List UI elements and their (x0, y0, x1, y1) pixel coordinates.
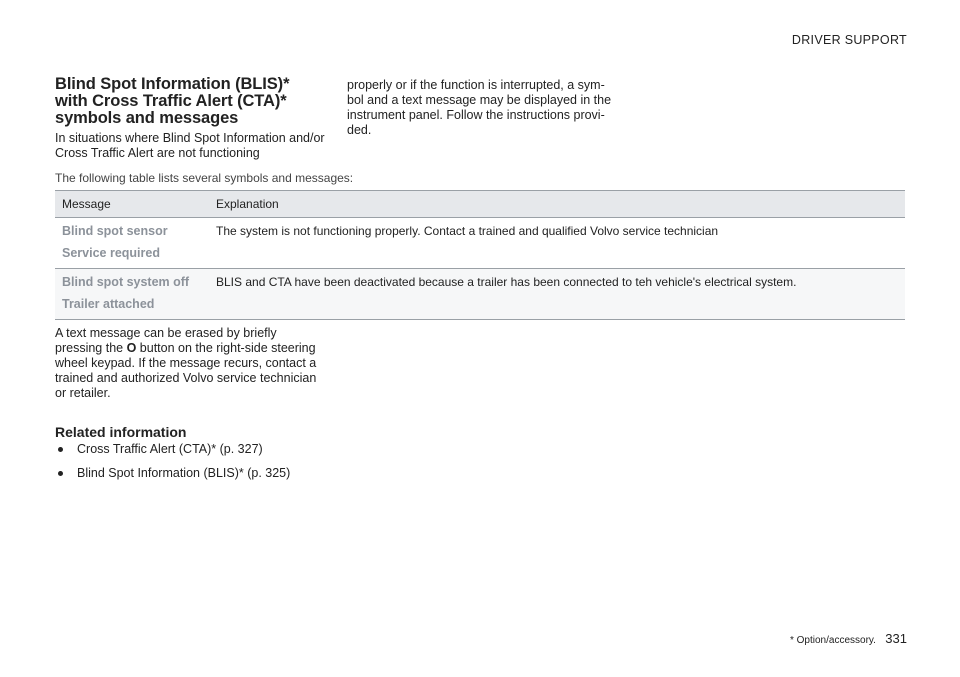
explanation-cell: The system is not functioning properly. Contact a trained and qualified Volvo service technician (209, 218, 905, 269)
page-section-header: DRIVER SUPPORT (791, 33, 907, 47)
column-header-message: Message (55, 191, 209, 218)
option-footnote: * Option/accessory. (789, 635, 876, 646)
message-line: Service required (62, 246, 160, 260)
intro-text-left: In situations where Blind Spot Information and/or Cross Traffic Alert are not functioning (55, 131, 325, 160)
left-column (55, 76, 325, 161)
table-caption: The following table lists several symbols and messages: (55, 171, 354, 185)
explanation-cell: BLIS and CTA have been deactivated because a trailer has been connected to teh vehicle's electrical system. (209, 269, 905, 320)
page-footer (790, 631, 907, 646)
message-cell (55, 218, 209, 269)
messages-table (55, 190, 905, 320)
related-link-label: Blind Spot Information (BLIS)* (p. 325) (77, 466, 291, 480)
note-text-after: button on the right-side steering wheel keypad. If the message recurs, contact a trained and authorized Volvo service technician or retailer. (55, 341, 317, 400)
erase-message-note (55, 326, 325, 401)
page-number: 331 (885, 631, 907, 646)
column-header-explanation: Explanation (209, 191, 905, 218)
bullet-icon (58, 471, 63, 476)
middle-column (347, 78, 612, 138)
section-title: Blind Spot Information (BLIS)* with Cross Traffic Alert (CTA)* symbols and messages (55, 75, 290, 127)
table-row (55, 218, 905, 269)
bullet-icon (58, 447, 63, 452)
related-information-list (55, 442, 290, 481)
intro-text-right: properly or if the function is interrupted, a sym-bol and a text message may be displayed in the instrument panel. Follow the instructions provi-ded. (347, 78, 612, 137)
related-link-cta[interactable] (55, 442, 290, 457)
message-line: Blind spot sensor (62, 224, 168, 238)
related-link-label: Cross Traffic Alert (CTA)* (p. 327) (77, 442, 263, 456)
message-line: Blind spot system off (62, 275, 190, 289)
table-row (55, 269, 905, 320)
related-information-title: Related information (55, 424, 187, 440)
note-text-before: A text message can be erased by briefly pressing the (55, 326, 277, 355)
o-button-label: O (126, 341, 137, 355)
message-cell (55, 269, 209, 320)
related-link-blis[interactable] (55, 466, 290, 481)
message-line: Trailer attached (62, 297, 155, 311)
table-header-row (55, 191, 905, 218)
